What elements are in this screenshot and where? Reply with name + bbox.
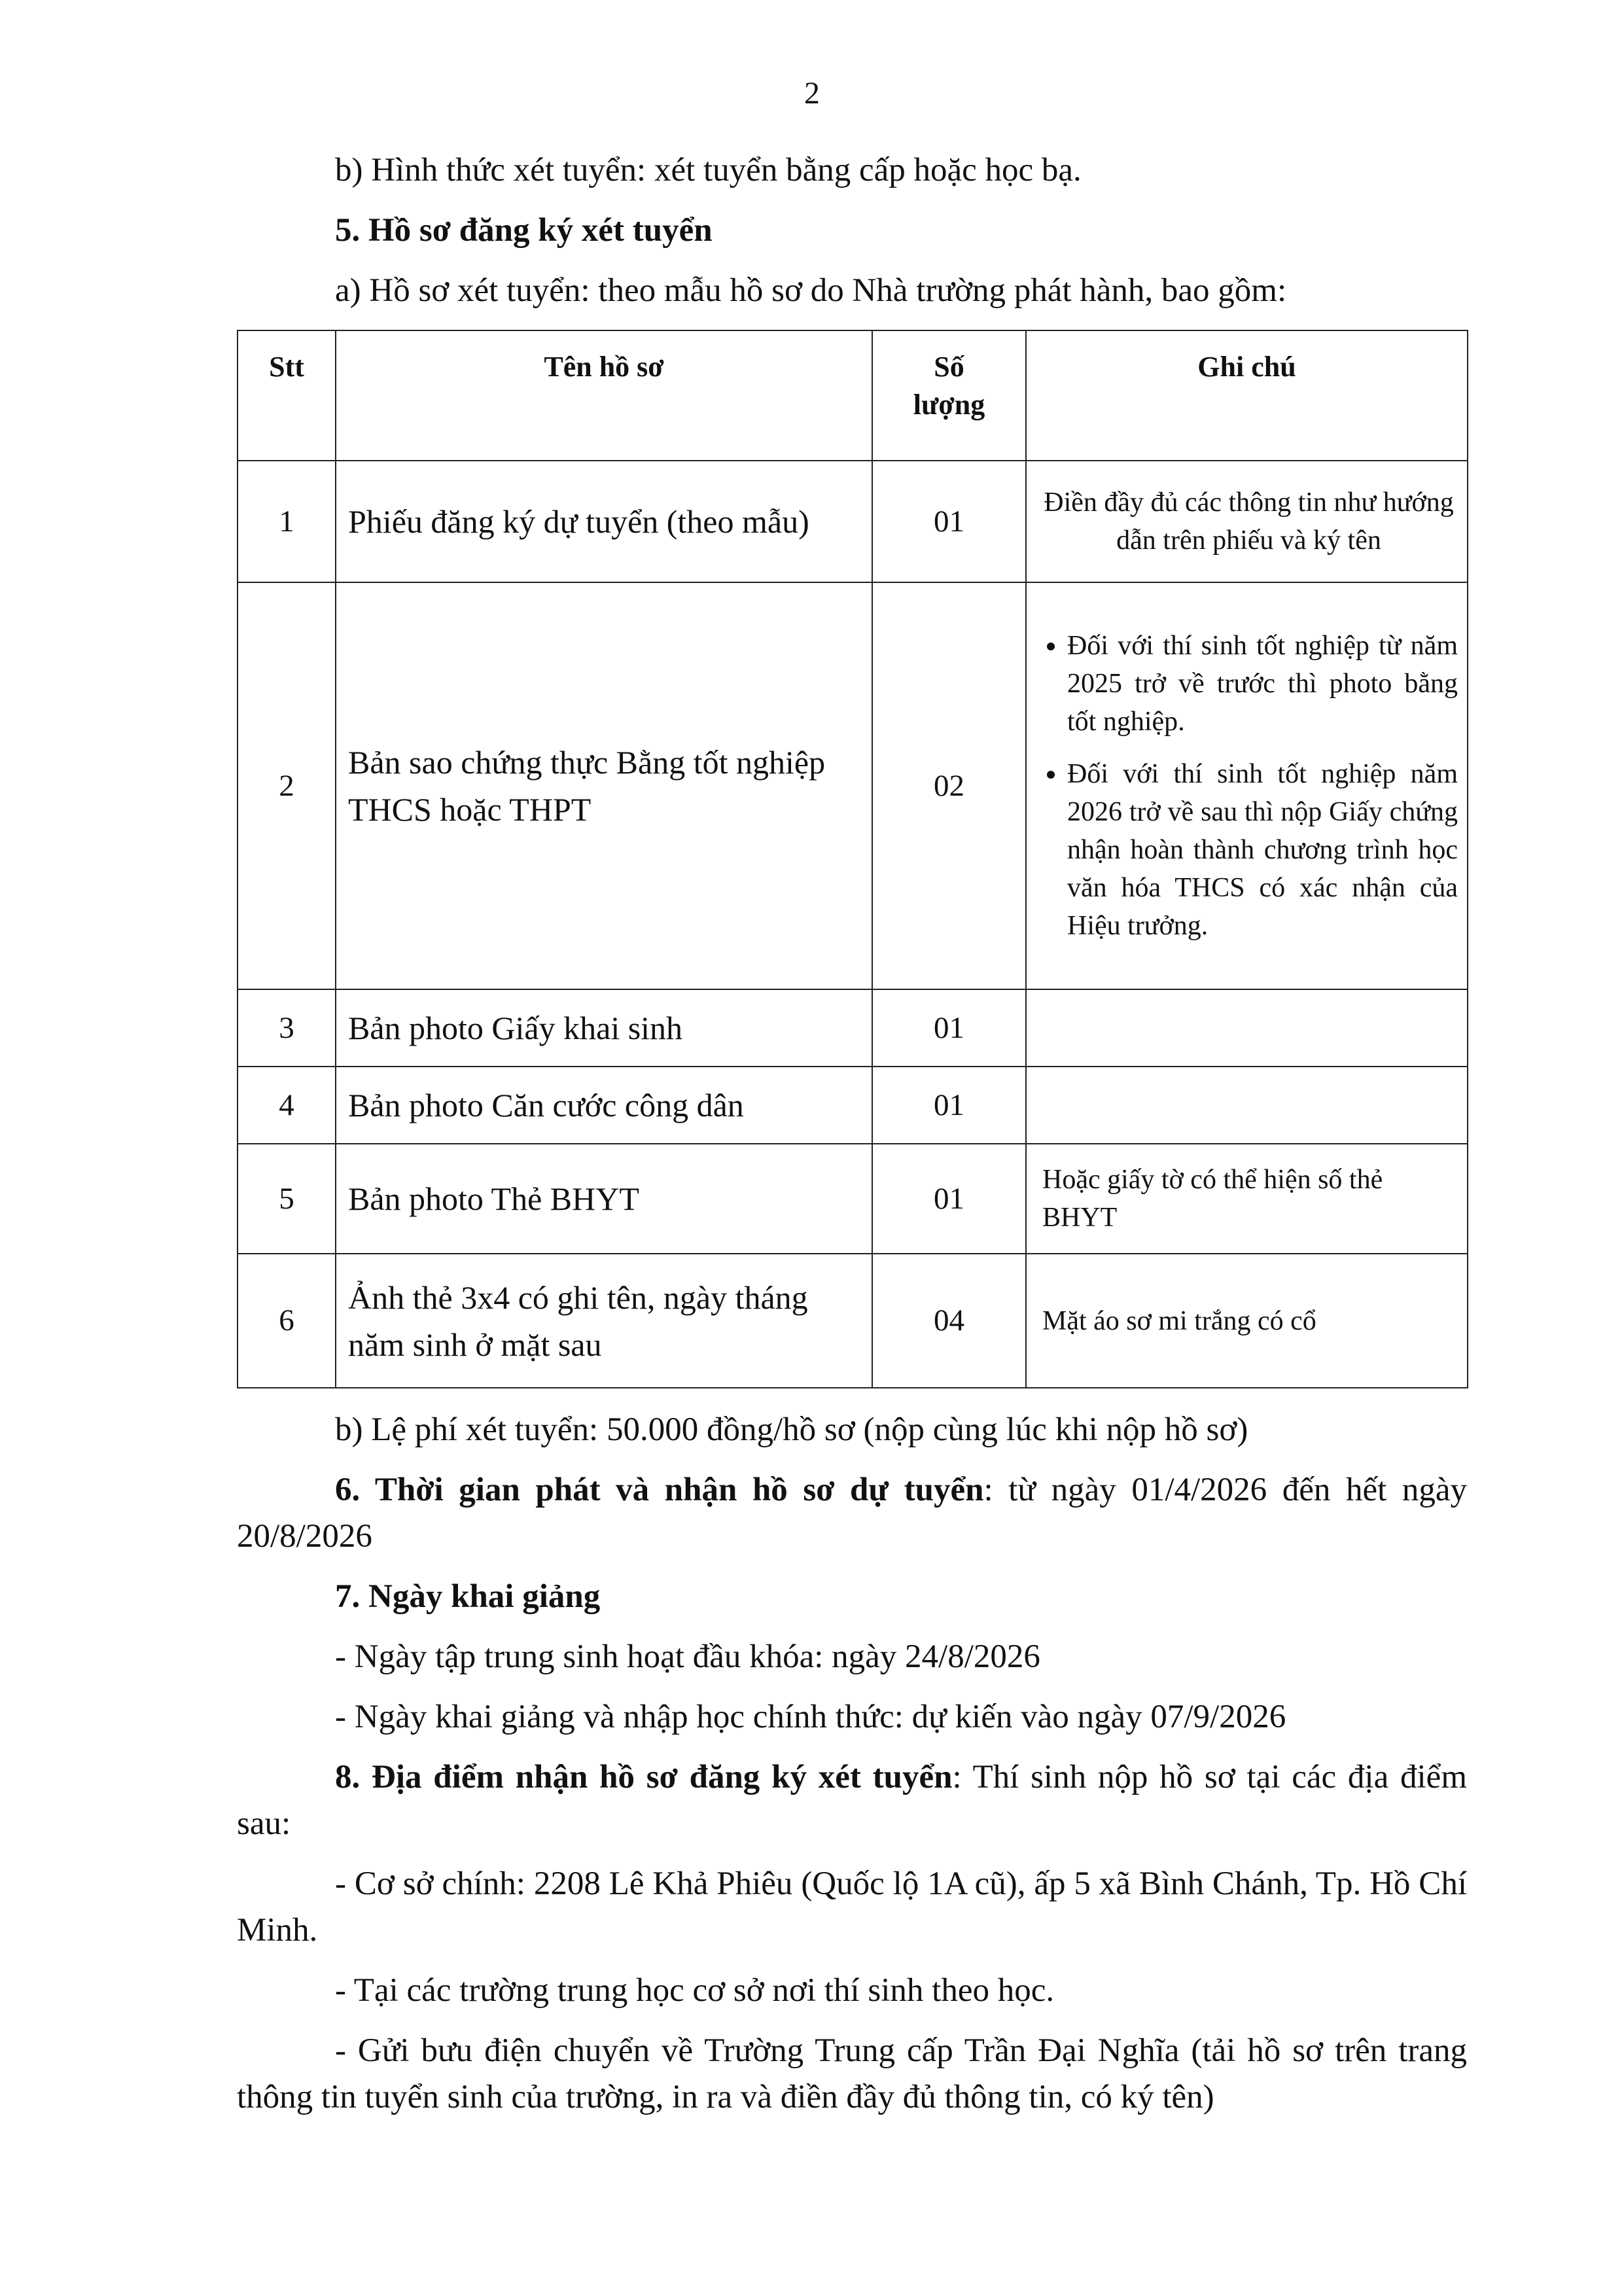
row-name: Bản photo Giấy khai sinh [336,989,872,1067]
row-note [1026,989,1468,1067]
row-qty: 02 [872,582,1026,989]
section-8 [237,1754,1467,1847]
documents-table [237,330,1468,1388]
table-row [238,461,1468,582]
header-qty [872,330,1026,461]
admission-method-line: b) Hình thức xét tuyển: xét tuyển bằng cấp hoặc học bạ. [335,152,1082,188]
section-8-item: - Cơ sở chính: 2208 Lê Khả Phiêu (Quốc lộ 1A cũ), ấp 5 xã Bình Chánh, Tp. Hồ Chí Minh. [237,1865,1467,1949]
section-7-item: - Ngày tập trung sinh hoạt đầu khóa: ngày 24/8/2026 [335,1638,1040,1675]
row-note: Điền đầy đủ các thông tin như hướng dẫn trên phiếu và ký tên [1026,461,1468,582]
header-stt: Stt [238,330,336,461]
section-6-text: : từ ngày 01/4/2026 đến hết ngày 20/8/2026 [237,1472,1467,1555]
row-name: Phiếu đăng ký dự tuyển (theo mẫu) [336,461,872,582]
document-body [237,147,1467,2134]
table-row [238,1144,1468,1254]
section-6-title: 6. Thời gian phát và nhận hồ sơ dự tuyển [335,1472,984,1508]
row-stt: 4 [238,1067,336,1144]
note-bullet: • Đối với thí sinh tốt nghiệp năm 2026 trở về sau thì nộp Giấy chứng nhận hoàn thành chương trình học văn hóa THCS có xác nhận của Hiệu trưởng. [1067,755,1458,945]
row-stt: 2 [238,582,336,989]
row-stt: 5 [238,1144,336,1254]
section-8-title: 8. Địa điểm nhận hồ sơ đăng ký xét tuyển [335,1759,953,1795]
row-qty: 01 [872,989,1026,1067]
page-number: 2 [804,76,820,111]
row-qty: 01 [872,461,1026,582]
table-row [238,1067,1468,1144]
row-name: Bản photo Thẻ BHYT [336,1144,872,1254]
row-qty: 01 [872,1144,1026,1254]
table-row [238,989,1468,1067]
section-5b-fee: b) Lệ phí xét tuyển: 50.000 đồng/hồ sơ (nộp cùng lúc khi nộp hồ sơ) [335,1411,1248,1448]
row-qty: 01 [872,1067,1026,1144]
row-note [1026,1067,1468,1144]
section-7-item: - Ngày khai giảng và nhập học chính thức: dự kiến vào ngày 07/9/2026 [335,1699,1286,1735]
row-note [1026,582,1468,989]
header-qty-label: Số lượng [913,351,985,421]
section-8-text: : Thí sinh nộp hồ sơ tại các địa điểm sau: [237,1759,1467,1842]
row-stt: 3 [238,989,336,1067]
note-bullet-list [1040,627,1458,945]
section-5a-text: a) Hồ sơ xét tuyển: theo mẫu hồ sơ do Nhà trường phát hành, bao gồm: [335,272,1287,309]
section-8-item: - Gửi bưu điện chuyển về Trường Trung cấp Trần Đại Nghĩa (tải hồ sơ trên trang thông tin tuyển sinh của trường, in ra và điền đầy đủ thông tin, có ký tên) [237,2032,1467,2115]
table-header-row [238,330,1468,461]
section-6 [237,1467,1467,1560]
table-row [238,1254,1468,1388]
header-name: Tên hồ sơ [336,330,872,461]
section-8-item: - Tại các trường trung học cơ sở nơi thí sinh theo học. [335,1972,1055,2009]
row-qty: 04 [872,1254,1026,1388]
row-name: Bản photo Căn cước công dân [336,1067,872,1144]
table-row [238,582,1468,989]
section-5-title: 5. Hồ sơ đăng ký xét tuyển [335,212,713,249]
row-stt: 6 [238,1254,336,1388]
row-note: Mặt áo sơ mi trắng có cổ [1026,1254,1468,1388]
row-name: Bản sao chứng thực Bằng tốt nghiệp THCS hoặc THPT [336,582,872,989]
note-bullet: • Đối với thí sinh tốt nghiệp từ năm 2025 trở về trước thì photo bằng tốt nghiệp. [1067,627,1458,741]
header-note: Ghi chú [1026,330,1468,461]
row-name: Ảnh thẻ 3x4 có ghi tên, ngày tháng năm sinh ở mặt sau [336,1254,872,1388]
section-7-title: 7. Ngày khai giảng [335,1578,601,1615]
row-note: Hoặc giấy tờ có thể hiện số thẻ BHYT [1026,1144,1468,1254]
row-stt: 1 [238,461,336,582]
